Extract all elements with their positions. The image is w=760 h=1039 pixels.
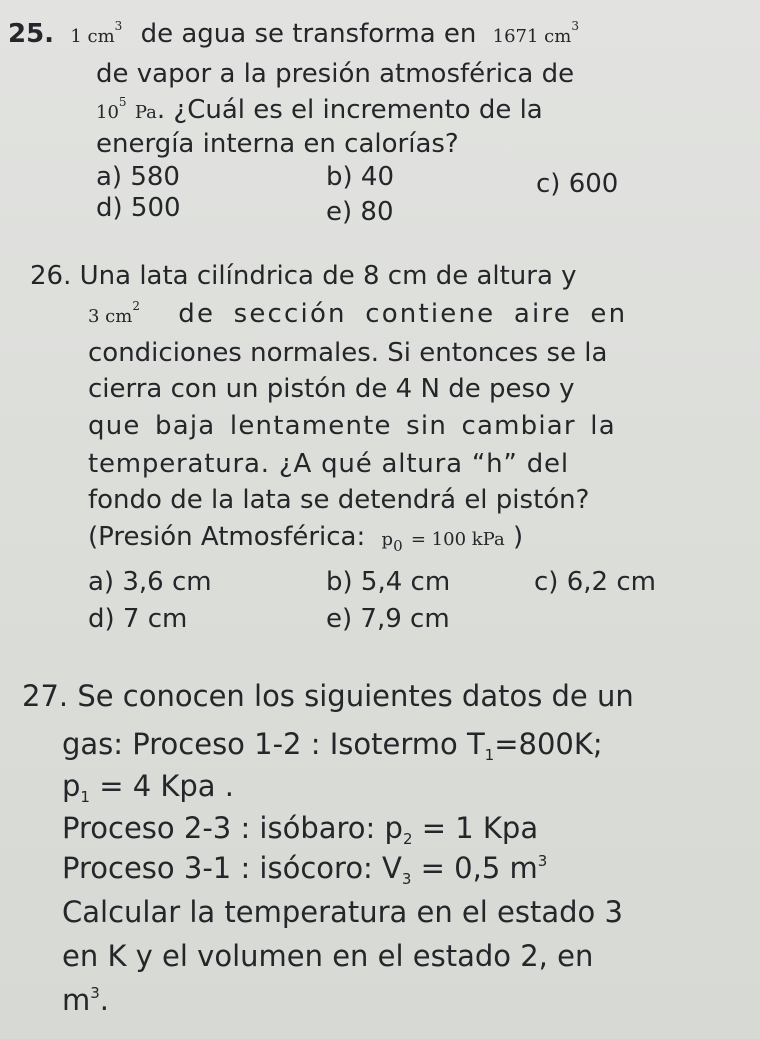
- problem-number: 26.: [30, 261, 72, 291]
- option-c: c) 600: [536, 169, 619, 199]
- exponent: 5: [118, 95, 127, 109]
- subscript: 1: [484, 746, 495, 764]
- problem-26-line-8: [88, 521, 523, 556]
- option-a: a) 3,6 cm: [88, 567, 212, 597]
- option-e: e) 7,9 cm: [326, 604, 450, 634]
- problem-text: Proceso 2-3 : isóbaro: p: [62, 811, 403, 845]
- problem-27-line-6: Calcular la temperatura en el estado 3: [62, 895, 623, 929]
- period: .: [99, 983, 110, 1017]
- pressure-symbol: p: [381, 529, 394, 550]
- option-d: d) 500: [96, 193, 181, 223]
- problem-27-line-8: [62, 984, 109, 1021]
- pressure-value: = 100 kPa: [410, 529, 505, 550]
- problem-text: Se conocen los siguientes datos de un: [77, 679, 634, 713]
- problem-25-line-2: de vapor a la presión atmosférica de: [96, 59, 575, 89]
- option-c: c) 6,2 cm: [534, 567, 656, 597]
- problem-26-line-7: fondo de la lata se detendrá el pistón?: [88, 485, 590, 515]
- exponent: 3: [537, 852, 548, 870]
- close-paren: ): [512, 522, 524, 552]
- pressure-unit: Pa: [134, 102, 157, 123]
- problem-27-line-5: [62, 852, 547, 889]
- problem-26-line-2: [88, 298, 627, 334]
- exponent: 3: [90, 984, 100, 1002]
- option-e: e) 80: [326, 197, 394, 227]
- exponent: 3: [114, 19, 123, 33]
- option-d: d) 7 cm: [88, 604, 188, 634]
- problem-26-line-1: [30, 260, 730, 292]
- subscript: 0: [393, 537, 403, 555]
- volume-value: = 0,5 m: [420, 851, 538, 885]
- problem-text: de sección contiene aire en: [178, 299, 628, 329]
- problem-text: de agua se transforma en: [140, 19, 477, 49]
- problem-text: Una lata cilíndrica de 8 cm de altura y: [79, 261, 577, 291]
- section-value: 3 cm: [88, 306, 133, 327]
- pressure-symbol: p: [62, 769, 81, 803]
- problem-26-line-4: cierra con un pistón de 4 N de peso y: [88, 374, 575, 404]
- pressure-value: = 4 Kpa .: [99, 769, 235, 803]
- option-a: a) 580: [96, 162, 180, 192]
- subscript: 1: [80, 788, 90, 806]
- option-b: b) 5,4 cm: [326, 567, 451, 597]
- volume-value: 1671 cm: [492, 26, 572, 47]
- unit-symbol: m: [62, 983, 91, 1017]
- subscript: 3: [401, 870, 412, 888]
- problem-27-line-1: [22, 680, 634, 712]
- pressure-value: = 1 Kpa: [421, 811, 539, 845]
- subscript: 2: [402, 830, 413, 848]
- problem-27-line-4: [62, 812, 538, 849]
- problem-26-line-3: condiciones normales. Si entonces se la: [88, 338, 608, 368]
- problem-text: Proceso 3-1 : isócoro: V: [62, 851, 402, 885]
- problem-26-line-5: que baja lentamente sin cambiar la: [88, 411, 616, 441]
- problem-number: 25.: [8, 19, 55, 49]
- problem-25-line-3: [96, 94, 543, 130]
- problem-text: gas: Proceso 1-2 : Isotermo T: [62, 727, 485, 761]
- problem-number: 27.: [22, 679, 69, 713]
- problem-25-line-4: energía interna en calorías?: [96, 129, 459, 159]
- problem-26-line-6: temperatura. ¿A qué altura “h” del: [88, 449, 569, 479]
- problem-27-line-2: [62, 728, 603, 765]
- problem-27-line-3: [62, 770, 234, 807]
- temperature-value: =800K;: [494, 727, 603, 761]
- exponent: 3: [571, 19, 579, 33]
- pressure-base: 10: [96, 102, 119, 123]
- problem-25-line-1: [8, 18, 579, 54]
- problem-text: . ¿Cuál es el incremento de la: [156, 95, 543, 125]
- problem-text: (Presión Atmosférica:: [88, 522, 366, 552]
- problem-27-line-7: en K y el volumen en el estado 2, en: [62, 939, 594, 973]
- unit-volume: 1 cm: [70, 26, 115, 47]
- exponent: 2: [132, 299, 140, 313]
- option-b: b) 40: [326, 162, 394, 192]
